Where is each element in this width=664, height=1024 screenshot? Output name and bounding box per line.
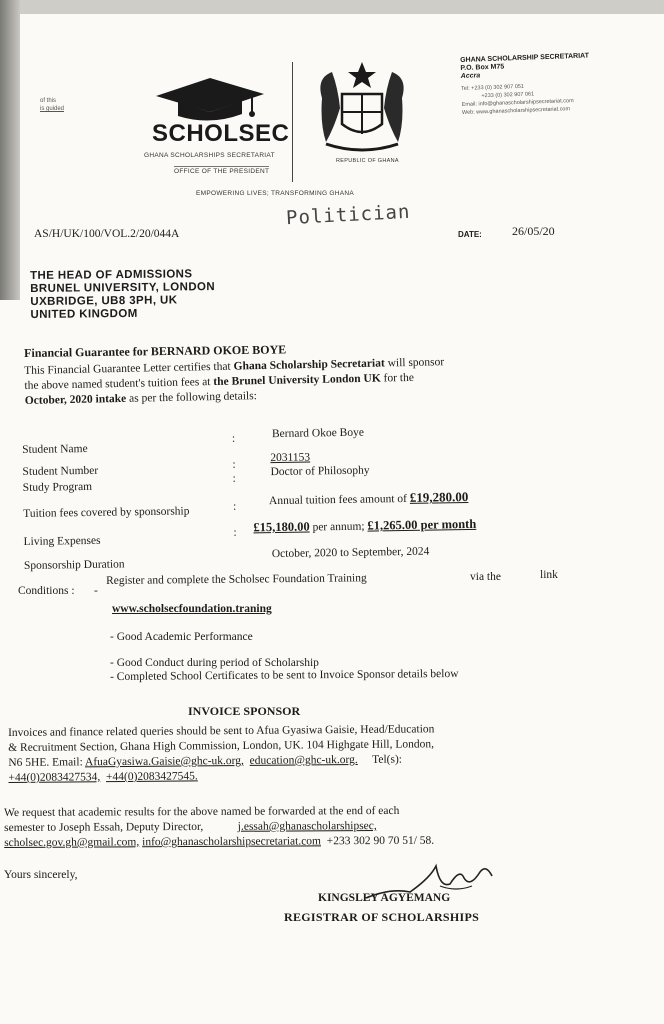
label-living-expenses: Living Expenses: [23, 534, 101, 548]
label-student-number: Student Number: [22, 464, 99, 478]
invoice-line-4: +44(0)2083427534, +44(0)2083427545.: [8, 770, 198, 784]
foundation-link[interactable]: www.scholsecfoundation.traning: [112, 603, 272, 615]
signatory-title: REGISTRAR OF SCHOLARSHIPS: [284, 910, 480, 924]
results-line-1: We request that academic results for the above named be forwarded at the end of each: [4, 804, 400, 819]
org-city: Accra: [460, 72, 481, 80]
colon-4: :: [232, 500, 237, 513]
invoice-line-3: N6 5HE. Email: AfuaGyasiwa.Gaisie@ghc-uk.org, education@ghc-uk.org. Tel(s):: [8, 753, 403, 769]
invoice-line-2: & Recruitment Section, Ghana High Commission, London, UK. 104 Highgate Hill, London,: [8, 738, 435, 754]
condition-1-tail-b: link: [540, 569, 558, 581]
logo-subtitle: GHANA SCHOLARSHIPS SECRETARIAT: [144, 152, 275, 159]
signatory-name: KINGSLEY AGYEMANG: [318, 892, 451, 904]
margin-note-1: of this: [40, 98, 57, 104]
results-line-2: semester to Joseph Essah, Deputy Director, j.essah@ghanascholarshipsec,: [4, 820, 377, 834]
value-student-name: Bernard Okoe Boye: [271, 426, 365, 441]
subject-line: Financial Guarantee for BERNARD OKOE BOYE: [24, 342, 287, 360]
value-student-number: 2031153: [270, 451, 311, 465]
label-sponsorship-duration: Sponsorship Duration: [23, 558, 125, 572]
condition-4: - Completed School Certificates to be sent to Invoice Sponsor details below: [110, 667, 459, 683]
recipient-line-1: THE HEAD OF ADMISSIONS: [30, 268, 193, 282]
value-sponsorship-duration: October, 2020 to September, 2024: [271, 545, 430, 561]
org-web: Web: www.ghanascholarshipsecretariat.com: [461, 106, 571, 116]
label-study-program: Study Program: [22, 480, 93, 494]
logo-office: OFFICE OF THE PRESIDENT: [174, 168, 270, 175]
date-value: 26/05/20: [512, 224, 555, 238]
condition-1-tail-a: via the: [470, 571, 501, 583]
recipient-line-4: UNITED KINGDOM: [30, 307, 138, 321]
intro-line-1: This Financial Guarantee Letter certifies that Ghana Scholarship Secretariat will sponsor: [24, 356, 445, 377]
intro-line-3: October, 2020 intake as per the following details:: [24, 390, 257, 407]
closing: Yours sincerely,: [4, 869, 78, 881]
results-line-3: scholsec.gov.gh@gmail.com, info@ghanascholarshipsecretariat.com +233 302 90 70 51/ 58.: [4, 834, 435, 849]
colon-5: :: [233, 526, 237, 539]
colon-1: :: [231, 432, 236, 445]
date-label: DATE:: [458, 230, 482, 239]
label-tuition: Tuition fees covered by sponsorship: [23, 505, 190, 520]
logo-text: SCHOLSEC: [152, 120, 290, 147]
handwritten-note: Politician: [285, 200, 411, 230]
condition-1: Register and complete the Scholsec Foundation Training: [106, 572, 367, 587]
colon-2: :: [232, 458, 236, 471]
value-study-program: Doctor of Philosophy: [270, 464, 370, 479]
margin-note-2: is guided: [40, 106, 65, 112]
colon-3: :: [232, 472, 236, 485]
label-student-name: Student Name: [22, 442, 88, 456]
org-email: Email: info@ghanascholarshipsecretariat.com: [461, 98, 574, 108]
bullet-1: -: [94, 585, 98, 597]
condition-2: - Good Academic Performance: [110, 631, 253, 643]
condition-3: - Good Conduct during period of Scholarship: [110, 657, 319, 669]
invoice-paragraph: [8, 721, 569, 786]
results-paragraph: [4, 803, 584, 851]
value-tuition: Annual tuition fees amount of £19,280.00: [268, 488, 469, 508]
org-tel-1: Tel: +233 (0) 302 907 051: [461, 83, 525, 92]
invoice-heading: INVOICE SPONSOR: [188, 704, 301, 718]
org-name: GHANA SCHOLARSHIP SECRETARIAT: [460, 52, 590, 64]
org-tel-2: +233 (0) 302 907 061: [481, 91, 535, 100]
intro-line-2: the above named student's tuition fees at the Brunel University London UK for the: [24, 371, 415, 392]
tagline: EMPOWERING LIVES; TRANSFORMING GHANA: [196, 190, 355, 197]
org-po-box: P.O. Box M75: [460, 63, 505, 72]
reference-number: AS/H/UK/100/VOL.2/20/044A: [34, 228, 180, 240]
conditions-label: Conditions :: [18, 585, 75, 597]
recipient-line-2: BRUNEL UNIVERSITY, LONDON: [30, 281, 216, 295]
recipient-line-3: UXBRIDGE, UB8 3PH, UK: [30, 294, 178, 308]
value-living-expenses: £15,180.00 per annum; £1,265.00 per month: [253, 516, 477, 535]
invoice-line-1: Invoices and finance related queries should be sent to Afua Gyasiwa Gaisie, Head/Education: [8, 723, 435, 739]
coat-caption: REPUBLIC OF GHANA: [336, 158, 399, 164]
